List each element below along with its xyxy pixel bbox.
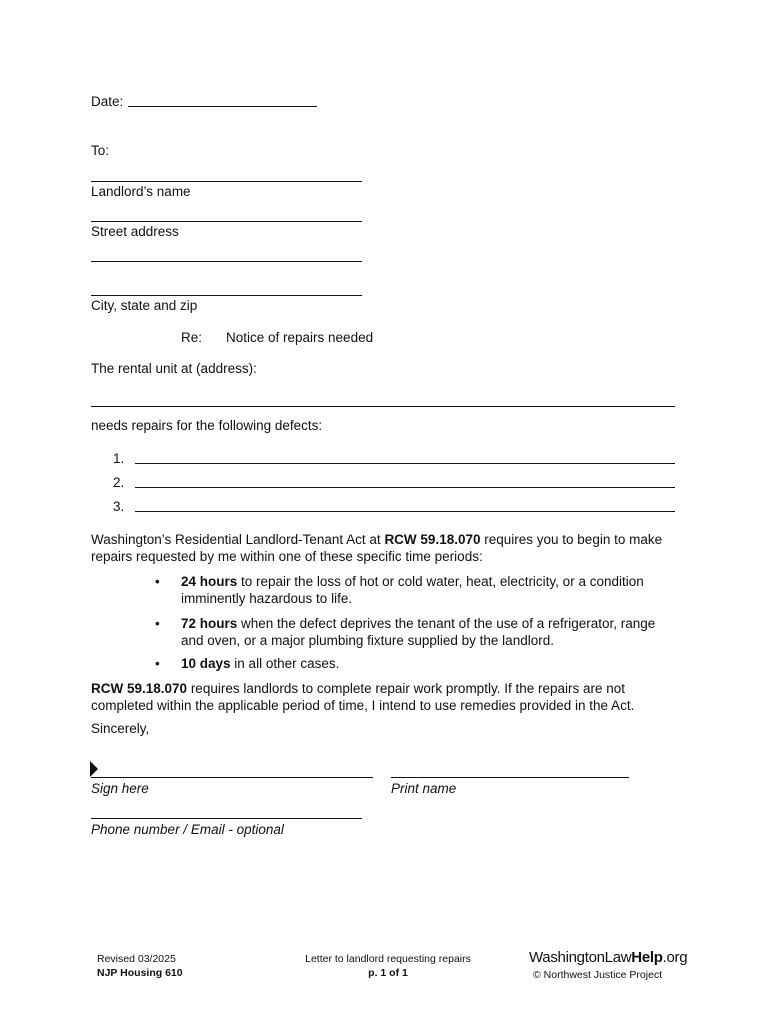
landlord-name-line[interactable] [91,181,362,182]
sign-here-arrow-icon [89,760,99,778]
landlord-name-label: Landlord’s name [91,184,191,199]
remedy-paragraph: RCW 59.18.070 requires landlords to complete repair work promptly. If the repairs are not completed within the applicable period of time, I intend to use remedies provided in the Act. [91,681,635,713]
defect-line-1[interactable] [135,463,675,464]
street-address-line[interactable] [91,221,362,222]
footer-title: Letter to landlord requesting repairs [305,953,471,965]
rcw-citation: RCW 59.18.070 [384,532,481,547]
street-address-label: Street address [91,224,179,239]
print-name-line[interactable] [391,777,629,778]
defect-number-2: 2. [113,475,125,490]
date-input-line[interactable] [128,106,317,107]
sign-here-label: Sign here [91,781,149,796]
closing: Sincerely, [91,721,150,736]
form-id: NJP Housing 610 [97,967,183,979]
defect-line-3[interactable] [135,511,675,512]
to-label: To: [91,143,110,158]
washingtonlawhelp-logo: WashingtonLawHelp.org [529,949,688,966]
phone-email-label: Phone number / Email - optional [91,822,284,837]
defect-number-3: 3. [113,499,125,514]
defect-number-1: 1. [113,451,125,466]
act-paragraph: Washington’s Residential Landlord-Tenant Act at RCW 59.18.070 requires you to begin to make repairs requested by me within one of these specific time periods: [91,532,663,564]
print-name-label: Print name [391,781,457,796]
bullet-icon: • [155,616,160,631]
defects-label: needs repairs for the following defects: [91,418,323,433]
copyright: © Northwest Justice Project [533,969,663,981]
address-extra-line[interactable] [91,261,362,262]
rental-address-line[interactable] [91,406,675,407]
date-label: Date: [91,94,124,109]
revised-date: Revised 03/2025 [97,953,176,965]
rcw-citation: RCW 59.18.070 [91,681,188,696]
city-state-zip-line[interactable] [91,295,362,296]
city-state-zip-label: City, state and zip [91,298,198,313]
defect-line-2[interactable] [135,487,675,488]
bullet-icon: • [155,574,160,589]
re-subject: Notice of repairs needed [226,330,374,345]
bullet-icon: • [155,656,160,671]
phone-email-line[interactable] [91,818,362,819]
page-number: p. 1 of 1 [368,967,408,979]
rental-unit-label: The rental unit at (address): [91,361,257,376]
signature-line[interactable] [91,777,373,778]
re-label: Re: [181,330,203,345]
